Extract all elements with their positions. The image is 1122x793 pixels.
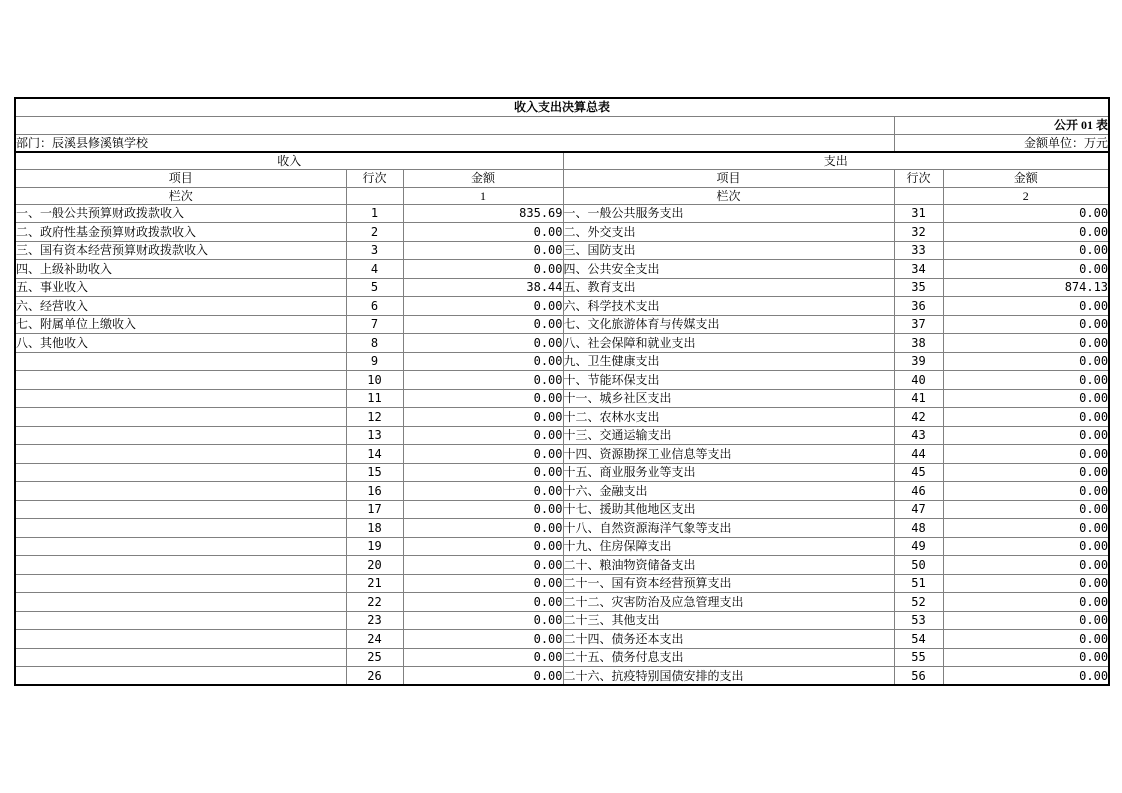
table-row: [15, 371, 1109, 390]
income-line-no-cell: 5: [346, 278, 403, 297]
income-amount-cell: 0.00: [403, 408, 563, 427]
income-line-no-cell: 21: [346, 574, 403, 593]
expense-item-cell: 十二、农林水支出: [563, 408, 894, 427]
table-row: [15, 315, 1109, 334]
expense-amount-cell: 0.00: [943, 482, 1109, 501]
income-line-no-cell: 15: [346, 463, 403, 482]
expense-item-cell: 二十五、债务付息支出: [563, 648, 894, 667]
expense-amount-cell: 0.00: [943, 389, 1109, 408]
expense-line-no-cell: 47: [894, 500, 943, 519]
expense-line-no-cell: 41: [894, 389, 943, 408]
table-row: [15, 574, 1109, 593]
expense-line-no-cell: 51: [894, 574, 943, 593]
expense-item-cell: 四、公共安全支出: [563, 260, 894, 279]
income-amount-cell: 0.00: [403, 611, 563, 630]
expense-item-cell: 十九、住房保障支出: [563, 537, 894, 556]
income-line-no-cell: 7: [346, 315, 403, 334]
table-row: [15, 334, 1109, 353]
expense-amount-cell: 0.00: [943, 519, 1109, 538]
table-row: [15, 204, 1109, 223]
expense-line-no-cell: 31: [894, 204, 943, 223]
income-index-label: 栏次: [15, 187, 346, 204]
income-item-cell: [15, 482, 346, 501]
expense-line-no-cell: 40: [894, 371, 943, 390]
income-line-no-cell: 22: [346, 593, 403, 612]
expense-line-no-cell: 49: [894, 537, 943, 556]
income-line-no-cell: 20: [346, 556, 403, 575]
table-row: [15, 260, 1109, 279]
expense-item-cell: 二十六、抗疫特别国债安排的支出: [563, 667, 894, 686]
income-amount-cell: 835.69: [403, 204, 563, 223]
table-data-rows: [15, 204, 1109, 685]
expense-line-no-cell: 32: [894, 223, 943, 242]
expense-amount-cell: 0.00: [943, 371, 1109, 390]
income-line-no-cell: 3: [346, 241, 403, 260]
expense-line-no-cell: 38: [894, 334, 943, 353]
income-item-cell: 五、事业收入: [15, 278, 346, 297]
expense-section-header: 支出: [563, 152, 1109, 169]
income-line-no-cell: 8: [346, 334, 403, 353]
expense-amount-cell: 0.00: [943, 426, 1109, 445]
table-row: [15, 408, 1109, 427]
expense-amount-cell: 0.00: [943, 223, 1109, 242]
expense-amount-cell: 0.00: [943, 667, 1109, 686]
expense-line-no-cell: 33: [894, 241, 943, 260]
income-amount-cell: 38.44: [403, 278, 563, 297]
expense-item-cell: 十、节能环保支出: [563, 371, 894, 390]
expense-amount-cell: 0.00: [943, 204, 1109, 223]
expense-amount-cell: 0.00: [943, 463, 1109, 482]
expense-index-label: 栏次: [563, 187, 894, 204]
income-amount-cell: 0.00: [403, 500, 563, 519]
expense-item-cell: 二十、粮油物资储备支出: [563, 556, 894, 575]
income-line-no-cell: 18: [346, 519, 403, 538]
income-item-cell: [15, 408, 346, 427]
expense-amount-cell: 0.00: [943, 574, 1109, 593]
income-line-no-cell: 6: [346, 297, 403, 316]
expense-amount-header: 金额: [943, 169, 1109, 187]
expense-item-header: 项目: [563, 169, 894, 187]
income-item-cell: 二、政府性基金预算财政拨款收入: [15, 223, 346, 242]
income-item-cell: 四、上级补助收入: [15, 260, 346, 279]
table-row: [15, 241, 1109, 260]
expense-amount-cell: 0.00: [943, 556, 1109, 575]
expense-item-cell: 十三、交通运输支出: [563, 426, 894, 445]
expense-item-cell: 二、外交支出: [563, 223, 894, 242]
income-amount-cell: 0.00: [403, 315, 563, 334]
income-item-cell: [15, 667, 346, 686]
expense-line-header: 行次: [894, 169, 943, 187]
expense-amount-cell: 0.00: [943, 297, 1109, 316]
expense-item-cell: 十五、商业服务业等支出: [563, 463, 894, 482]
expense-line-no-cell: 39: [894, 352, 943, 371]
expense-line-no-cell: 42: [894, 408, 943, 427]
expense-item-cell: 五、教育支出: [563, 278, 894, 297]
income-item-cell: [15, 519, 346, 538]
income-line-header: 行次: [346, 169, 403, 187]
income-item-cell: [15, 500, 346, 519]
expense-item-cell: 十七、援助其他地区支出: [563, 500, 894, 519]
income-item-cell: [15, 537, 346, 556]
income-line-no-cell: 11: [346, 389, 403, 408]
department-row: [15, 134, 1109, 152]
table-row: [15, 593, 1109, 612]
expense-line-no-cell: 45: [894, 463, 943, 482]
column-header-row: [15, 169, 1109, 187]
table-row: [15, 389, 1109, 408]
table-row: [15, 611, 1109, 630]
income-item-cell: [15, 630, 346, 649]
income-item-cell: [15, 463, 346, 482]
section-header-row: [15, 152, 1109, 169]
sheet-label: 公开 01 表: [894, 116, 1109, 134]
expense-item-cell: 二十三、其他支出: [563, 611, 894, 630]
expense-line-no-cell: 50: [894, 556, 943, 575]
income-item-header: 项目: [15, 169, 346, 187]
income-amount-cell: 0.00: [403, 667, 563, 686]
income-amount-cell: 0.00: [403, 574, 563, 593]
income-line-no-cell: 19: [346, 537, 403, 556]
title-row: [15, 98, 1109, 116]
expense-line-no-cell: 34: [894, 260, 943, 279]
income-item-cell: [15, 648, 346, 667]
expense-item-cell: 二十二、灾害防治及应急管理支出: [563, 593, 894, 612]
expense-item-cell: 八、社会保障和就业支出: [563, 334, 894, 353]
column-index-row: [15, 187, 1109, 204]
income-line-no-cell: 17: [346, 500, 403, 519]
table-row: [15, 519, 1109, 538]
expense-item-cell: 六、科学技术支出: [563, 297, 894, 316]
expense-item-cell: 十一、城乡社区支出: [563, 389, 894, 408]
income-line-no-cell: 4: [346, 260, 403, 279]
expense-amount-cell: 0.00: [943, 241, 1109, 260]
expense-amount-cell: 0.00: [943, 593, 1109, 612]
expense-line-no-cell: 44: [894, 445, 943, 464]
income-amount-cell: 0.00: [403, 260, 563, 279]
income-amount-header: 金额: [403, 169, 563, 187]
income-amount-cell: 0.00: [403, 463, 563, 482]
income-index-line-spacer: [346, 187, 403, 204]
expense-item-cell: 十八、自然资源海洋气象等支出: [563, 519, 894, 538]
income-line-no-cell: 10: [346, 371, 403, 390]
income-item-cell: [15, 556, 346, 575]
expense-amount-cell: 0.00: [943, 445, 1109, 464]
income-col-number: 1: [403, 187, 563, 204]
table-row: [15, 426, 1109, 445]
expense-line-no-cell: 56: [894, 667, 943, 686]
sheet-label-spacer: [15, 116, 894, 134]
department-label: 部门：辰溪县修溪镇学校: [15, 134, 894, 152]
expense-amount-cell: 0.00: [943, 537, 1109, 556]
income-section-header: 收入: [15, 152, 563, 169]
table-row: [15, 482, 1109, 501]
income-item-cell: 六、经营收入: [15, 297, 346, 316]
expense-line-no-cell: 46: [894, 482, 943, 501]
expense-amount-cell: 0.00: [943, 630, 1109, 649]
income-amount-cell: 0.00: [403, 556, 563, 575]
expense-amount-cell: 0.00: [943, 611, 1109, 630]
expense-item-cell: 七、文化旅游体育与传媒支出: [563, 315, 894, 334]
table-row: [15, 648, 1109, 667]
income-amount-cell: 0.00: [403, 445, 563, 464]
expense-amount-cell: 0.00: [943, 334, 1109, 353]
income-line-no-cell: 13: [346, 426, 403, 445]
expense-item-cell: 十六、金融支出: [563, 482, 894, 501]
income-item-cell: 七、附属单位上缴收入: [15, 315, 346, 334]
sheet-label-row: [15, 116, 1109, 134]
table-row: [15, 463, 1109, 482]
income-item-cell: 八、其他收入: [15, 334, 346, 353]
expense-amount-cell: 0.00: [943, 315, 1109, 334]
table-row: [15, 500, 1109, 519]
income-amount-cell: 0.00: [403, 537, 563, 556]
income-amount-cell: 0.00: [403, 482, 563, 501]
income-line-no-cell: 14: [346, 445, 403, 464]
income-item-cell: [15, 574, 346, 593]
income-item-cell: [15, 371, 346, 390]
table-row: [15, 556, 1109, 575]
income-item-cell: [15, 389, 346, 408]
income-amount-cell: 0.00: [403, 593, 563, 612]
income-line-no-cell: 12: [346, 408, 403, 427]
expense-amount-cell: 874.13: [943, 278, 1109, 297]
income-line-no-cell: 26: [346, 667, 403, 686]
income-amount-cell: 0.00: [403, 352, 563, 371]
expense-item-cell: 十四、资源勘探工业信息等支出: [563, 445, 894, 464]
income-item-cell: [15, 426, 346, 445]
expense-item-cell: 一、一般公共服务支出: [563, 204, 894, 223]
income-line-no-cell: 1: [346, 204, 403, 223]
expense-item-cell: 九、卫生健康支出: [563, 352, 894, 371]
expense-line-no-cell: 54: [894, 630, 943, 649]
table-row: [15, 223, 1109, 242]
expense-line-no-cell: 53: [894, 611, 943, 630]
income-item-cell: 三、国有资本经营预算财政拨款收入: [15, 241, 346, 260]
income-item-cell: 一、一般公共预算财政拨款收入: [15, 204, 346, 223]
income-item-cell: [15, 445, 346, 464]
expense-line-no-cell: 55: [894, 648, 943, 667]
expense-line-no-cell: 37: [894, 315, 943, 334]
income-item-cell: [15, 352, 346, 371]
expense-line-no-cell: 36: [894, 297, 943, 316]
table-row: [15, 445, 1109, 464]
income-item-cell: [15, 593, 346, 612]
income-line-no-cell: 25: [346, 648, 403, 667]
income-amount-cell: 0.00: [403, 334, 563, 353]
table-row: [15, 537, 1109, 556]
table-row: [15, 297, 1109, 316]
income-amount-cell: 0.00: [403, 389, 563, 408]
income-line-no-cell: 23: [346, 611, 403, 630]
expense-item-cell: 三、国防支出: [563, 241, 894, 260]
expense-amount-cell: 0.00: [943, 500, 1109, 519]
expense-item-cell: 二十四、债务还本支出: [563, 630, 894, 649]
income-amount-cell: 0.00: [403, 630, 563, 649]
final-accounts-table: [14, 97, 1110, 686]
unit-label: 金额单位：万元: [894, 134, 1109, 152]
expense-line-no-cell: 43: [894, 426, 943, 445]
page-title: 收入支出决算总表: [15, 98, 1109, 116]
income-amount-cell: 0.00: [403, 223, 563, 242]
income-line-no-cell: 16: [346, 482, 403, 501]
income-amount-cell: 0.00: [403, 426, 563, 445]
expense-item-cell: 二十一、国有资本经营预算支出: [563, 574, 894, 593]
table-row: [15, 352, 1109, 371]
income-line-no-cell: 2: [346, 223, 403, 242]
expense-amount-cell: 0.00: [943, 648, 1109, 667]
table-header-rows: [15, 98, 1109, 204]
expense-amount-cell: 0.00: [943, 408, 1109, 427]
expense-col-number: 2: [943, 187, 1109, 204]
table-row: [15, 278, 1109, 297]
expense-line-no-cell: 52: [894, 593, 943, 612]
table-row: [15, 667, 1109, 686]
income-line-no-cell: 9: [346, 352, 403, 371]
expense-amount-cell: 0.00: [943, 352, 1109, 371]
expense-line-no-cell: 48: [894, 519, 943, 538]
income-amount-cell: 0.00: [403, 519, 563, 538]
income-line-no-cell: 24: [346, 630, 403, 649]
table-row: [15, 630, 1109, 649]
income-amount-cell: 0.00: [403, 371, 563, 390]
expense-amount-cell: 0.00: [943, 260, 1109, 279]
income-amount-cell: 0.00: [403, 241, 563, 260]
expense-index-line-spacer: [894, 187, 943, 204]
income-amount-cell: 0.00: [403, 297, 563, 316]
income-amount-cell: 0.00: [403, 648, 563, 667]
expense-line-no-cell: 35: [894, 278, 943, 297]
income-item-cell: [15, 611, 346, 630]
